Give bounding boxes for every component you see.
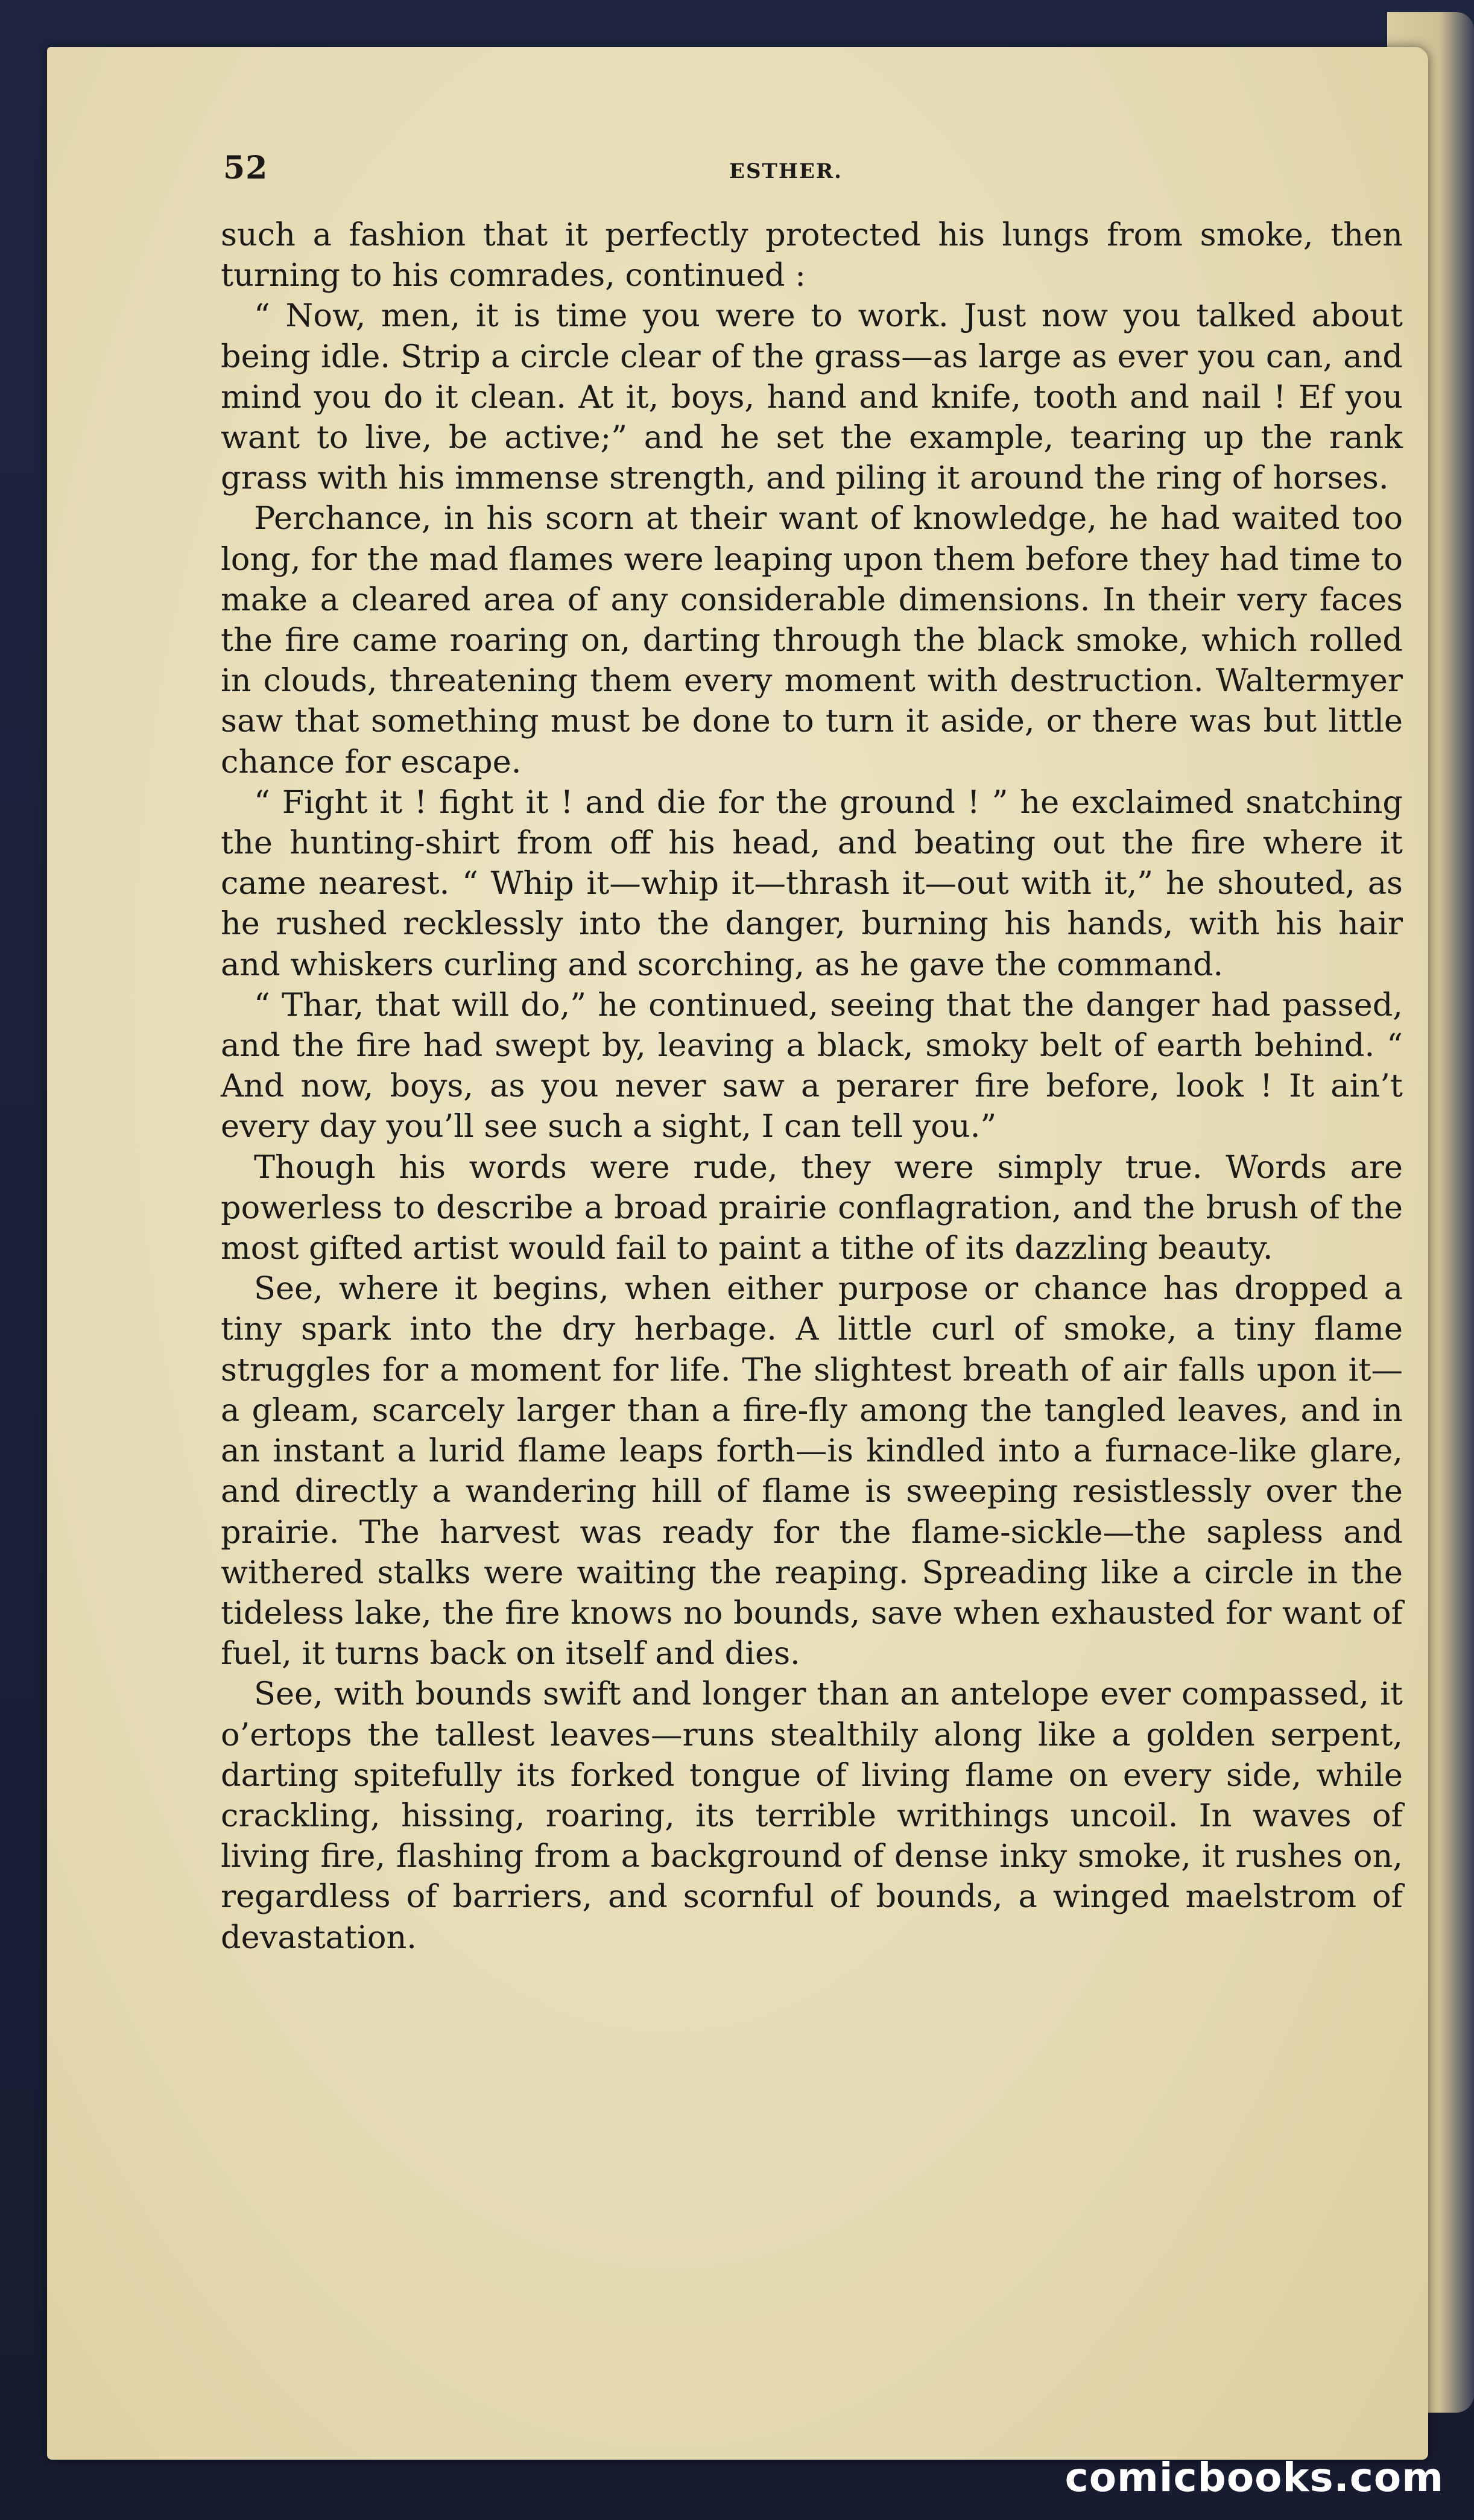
running-head xyxy=(174,138,1398,198)
paragraph: such a fashion that it perfectly protected his lungs from smoke, then turning to his comrades, continued : xyxy=(221,217,1403,294)
paragraph: Perchance, in his scorn at their want of knowledge, he had waited too long, for the mad flames were leaping upon them before they had time to make a cleared area of any considerable dimensions. In their very faces the fire came roaring on, darting through the black smoke, which rolled in clouds, threatening them every moment with destruction. Waltermyer saw that something must be done to turn it aside, or there was but little chance for escape. xyxy=(221,500,1403,780)
site-watermark: comicbooks.com xyxy=(1064,2454,1444,2501)
page-content xyxy=(174,138,1403,2309)
paragraph: See, with bounds swift and longer than an antelope ever compassed, it o’ertops the tallest leaves—runs stealthily along like a golden serpent, darting spitefully its forked tongue of living flame on every side, while crackling, hissing, roaring, its terrible writhings uncoil. In waves of living fire, flashing from a background of dense inky smoke, it rushes on, regardless of barriers, and scornful of bounds, a winged maelstrom of devastation. xyxy=(221,1676,1403,1956)
paragraph: See, where it begins, when either purpose or chance has dropped a tiny spark into the dry herbage. A little curl of smoke, a tiny flame struggles for a moment for life. The slightest breath of air falls upon it—a gleam, scarcely larger than a fire-fly among the tangled leaves, and in an instant a lurid flame leaps forth—is kindled into a furnace-like glare, and directly a wandering hill of flame is sweeping resistlessly over the prairie. The harvest was ready for the flame-sickle—the sapless and withered stalks were waiting the reaping. Spreading like a circle in the tideless lake, the fire knows no bounds, save when exhausted for want of fuel, it turns back on itself and dies. xyxy=(221,1270,1403,1673)
paragraph: “ Thar, that will do,” he continued, seeing that the danger had passed, and the fire had swept by, leaving a black, smoky belt of earth behind. “ And now, boys, as you never saw a perarer fire before, look ! It ain’t every day you’ll see such a sight, I can tell you.” xyxy=(221,986,1403,1145)
paragraph: “ Now, men, it is time you were to work. Just now you talked about being idle. Strip a circle clear of the grass—as large as ever you can, and mind you do it clean. At it, boys, hand and knife, tooth and nail ! Ef you want to live, be active;” and he set the example, tearing up the rank grass with his immense strength, and piling it around the ring of horses. xyxy=(221,297,1403,497)
page-number: 52 xyxy=(223,150,268,186)
paragraph: “ Fight it ! fight it ! and die for the ground ! ” he exclaimed snatching the hunting-shirt from off his head, and beating out the fire where it came nearest. “ Whip it—whip it—thrash it—out with it,” he shouted, as he rushed recklessly into the danger, burning his hands, with his hair and whiskers curling and scorching, as he gave the command. xyxy=(221,784,1403,983)
running-title: ESTHER. xyxy=(729,159,843,183)
book-page xyxy=(47,47,1428,2460)
body-text xyxy=(221,215,1403,1958)
paragraph: Though his words were rude, they were simply true. Words are powerless to describe a broad prairie conflagration, and the brush of the most gifted artist would fail to paint a tithe of its dazzling beauty. xyxy=(221,1148,1403,1267)
